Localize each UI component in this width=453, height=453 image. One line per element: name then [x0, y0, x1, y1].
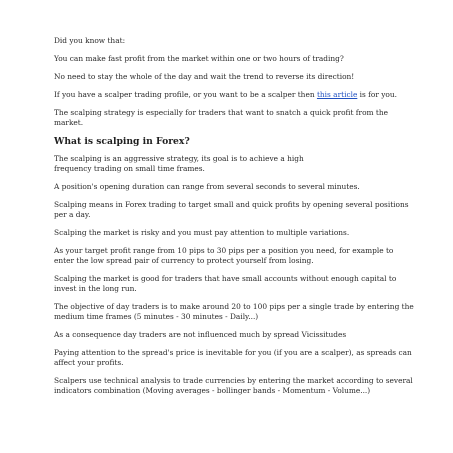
intro-paragraph: Did you know that:: [54, 36, 126, 45]
paragraph-scalper-profile-text: If you have a scalper trading profile, or you want to be a scalper then: [54, 90, 317, 99]
paragraph-scalping-strategy: The scalping strategy is especially for traders that want to snatch a quick profit from the market.: [54, 108, 388, 127]
this-article-link[interactable]: this article: [316, 90, 358, 99]
paragraph-technical-analysis: Scalpers use technical analysis to trade currencies by entering the market according to several indicators combination (Moving averages - bollinger bands - Momentum - Volume...): [54, 376, 413, 395]
paragraph-day-traders-objective: The objective of day traders is to make around 20 to 100 pips per a single trade by entering the medium time frames (5 minutes - 30 minutes - Daily...): [54, 302, 414, 321]
paragraph-scalper-profile: [54, 90, 414, 100]
paragraph-scalper-profile-tail: is for you.: [357, 90, 397, 99]
paragraph-scalping-means: Scalping means in Forex trading to target small and quick profits by opening several positions per a day.: [54, 200, 409, 219]
paragraph-position-duration: A position's opening duration can range from several seconds to several minutes.: [54, 182, 360, 191]
paragraph-fast-profit: You can make fast profit from the market within one or two hours of trading?: [54, 54, 344, 63]
paragraph-spread-vicissitudes: As a consequence day traders are not influenced much by spread Vicissitudes: [54, 330, 347, 339]
aggressive-strategy-line-2: frequency trading on small time frames.: [54, 164, 205, 173]
aggressive-strategy-line-1: The scalping is an aggressive strategy, its goal is to achieve a high: [54, 154, 304, 163]
section-heading: What is scalping in Forex?: [54, 136, 190, 147]
article-body: [54, 36, 414, 404]
paragraph-small-accounts: Scalping the market is good for traders that have small accounts without enough capital to invest in the long run.: [54, 274, 397, 293]
paragraph-aggressive-strategy: [54, 154, 414, 174]
paragraph-scalping-risky: Scalping the market is risky and you must pay attention to multiple variations.: [54, 228, 350, 237]
paragraph-no-need-to-stay: No need to stay the whole of the day and wait the trend to reverse its direction!: [54, 72, 355, 81]
paragraph-target-profit: As your target profit range from 10 pips to 30 pips per a position you need, for example to enter the low spread pair of currency to protect yourself from losing.: [54, 246, 394, 265]
paragraph-spread-price: Paying attention to the spread's price is inevitable for you (if you are a scalper), as spreads can affect your profits.: [54, 348, 412, 367]
